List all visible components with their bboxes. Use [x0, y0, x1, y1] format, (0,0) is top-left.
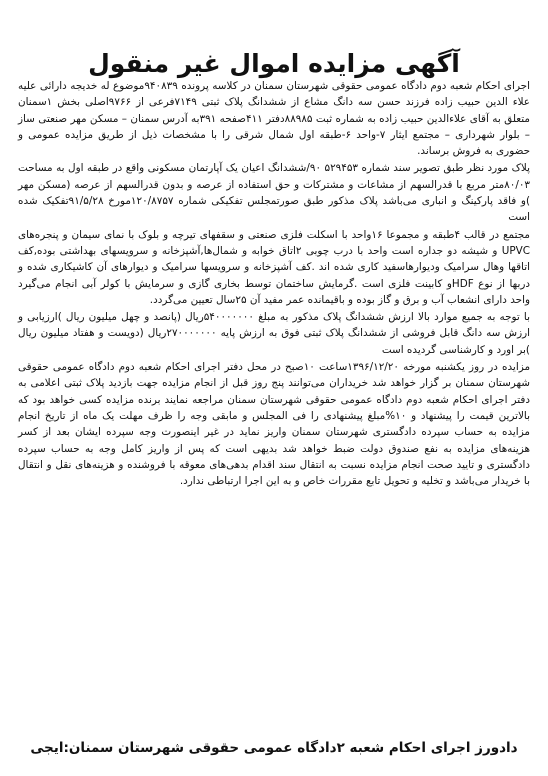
notice-title: آگهی مزایده اموال غیر منقول [88, 48, 460, 78]
paragraph-building: مجتمع در قالب ۴طبقه و مجموعا ۱۶واحد با اسکلت فلزی صنعتی و سقفهای تیرچه و بلوک با نمای سیمان و پنجره‌های UPVC و شیشه دو جداره است واحد با درب چوبی ۲اتاق خوابه و شمال‌ها,آشپزخانه و سرویسهای بهداشتی بوده,کف اتاقها وهال سرامیک ودیوارهاسفید کاری شده اند .کف آشپزخانه و سرویسها سرامیک و دیوارهای آن کاشیکاری شده و دربها از نوع HDFو کابینت فلزی است .گرمایش ساختمان توسط بخاری گازی و سرمایش با کولر آبی انجام می‌گیرد واحد دارای انشعاب آب و برق و گاز بوده و باقیمانده عمر مفید آن ۲۵سال تعیین می‌گردد. [18, 228, 531, 306]
paragraph-valuation: با توجه به جمیع موارد بالا ارزش ششدانگ پلاک مذکور به مبلغ ۵۴۰۰۰۰۰۰۰ریال (پانصد و چهل میلیون ریال )ارزیابی و ارزش سه دانگ قابل فروشی از ششدانگ پلاک ثبتی فوق به ارزش پایه ۲۷۰۰۰۰۰۰۰ریال (دویست و هفتاد میلیون ریال )بر اورد و کارشناسی گردیده است [18, 311, 530, 356]
paragraph-property: پلاک مورد نظر طبق تصویر سند شماره ۵۲۹۴۵۳ ۹۰/ششدانگ اعیان یک آپارتمان مسکونی واقع در طبقه اول به مساحت ۸۰/۰۳متر مربع با قدرالسهم از مشاعات و مشترکات و حق استفاده از عرصه و بدون قدرالسهم از عرصه (مسکن مهر )و فاقد پارکینگ و انباری می‌باشد پلاک مذکور طبق صورتمجلس تفکیکی شماره ۱۲۰/۸۷۵۷مورخ ۹۱/۵/۲۸تفکیک شده است [18, 162, 530, 224]
paragraph-intro: اجرای احکام شعبه دوم دادگاه عمومی حقوقی شهرستان سمنان در کلاسه پرونده ۹۴۰۸۳۹موضوع له خدیجه دارائی علیه علاء الدین حبیب زاده فرزند حسن سه دانگ مشاع از ششدانگ پلاک ثبتی ۷۱۴۹فرعی از ۹۷۶۶اصلی بخش ۱سمنان متعلق به آقای علاءالدین حبیب زاده به شماره ثبت ۸۸۹۸۵دفتر ۴۱۱صفحه ۳۹۱به آدرس سمنان – مسکن مهر صنعتی ساز – بلوار شهرداری – مجتمع ایثار ۷-واحد ۶-طبقه اول شمال شرقی را با مشخصات ذیل از طریق مزایده عمومی و حضوری به فروش برساند. [18, 80, 530, 158]
notice-body [18, 78, 530, 489]
signature-line: دادورز اجرای احکام شعبه ۲دادگاه عمومی حقوقی شهرستان سمنان:ایجی [30, 740, 518, 756]
paragraph-auction-terms: مزایده در روز یکشنبه مورخه ۱۳۹۶/۱۲/۲۰ساعت ۱۰صبح در محل دفتر اجرای احکام شعبه دوم دادگاه عمومی حقوقی شهرستان سمنان بر گزار خواهد شد خریداران می‌توانند پنج روز قبل از انجام مزایده جهت بازدید پلاک ثبتی اعلامی به دفتر اجرای احکام شعبه دوم دادگاه عمومی حقوقی شهرستان سمنان مراجعه نمایند برنده مزایده کسی خواهد بود که بالاترین قیمت را پیشنهاد و ۱۰%مبلغ پیشنهادی را فی المجلس و مابقی وجه را ظرف مهلت یک ماه از تاریخ انجام مزایده به حساب سپرده دادگستری شهرستان سمنان واریز نماید در غیر اینصورت وجه سپرده ایشان بعد از کسر هزینه‌های مزایده به نفع صندوق دولت ضبط خواهد شد بدیهی است که پس از واریز کامل وجه به حساب سپرده دادگستری و تایید صحت انجام مزایده نسبت به انتقال سند اقدام بدهی‌های معوقه با فروشنده و هزینه‌های نقل و انتقال با خریدار می‌باشد و تخلیه و تحویل تابع مقررات خاص و به این اجرا ارتباطی ندارد. [18, 361, 531, 488]
